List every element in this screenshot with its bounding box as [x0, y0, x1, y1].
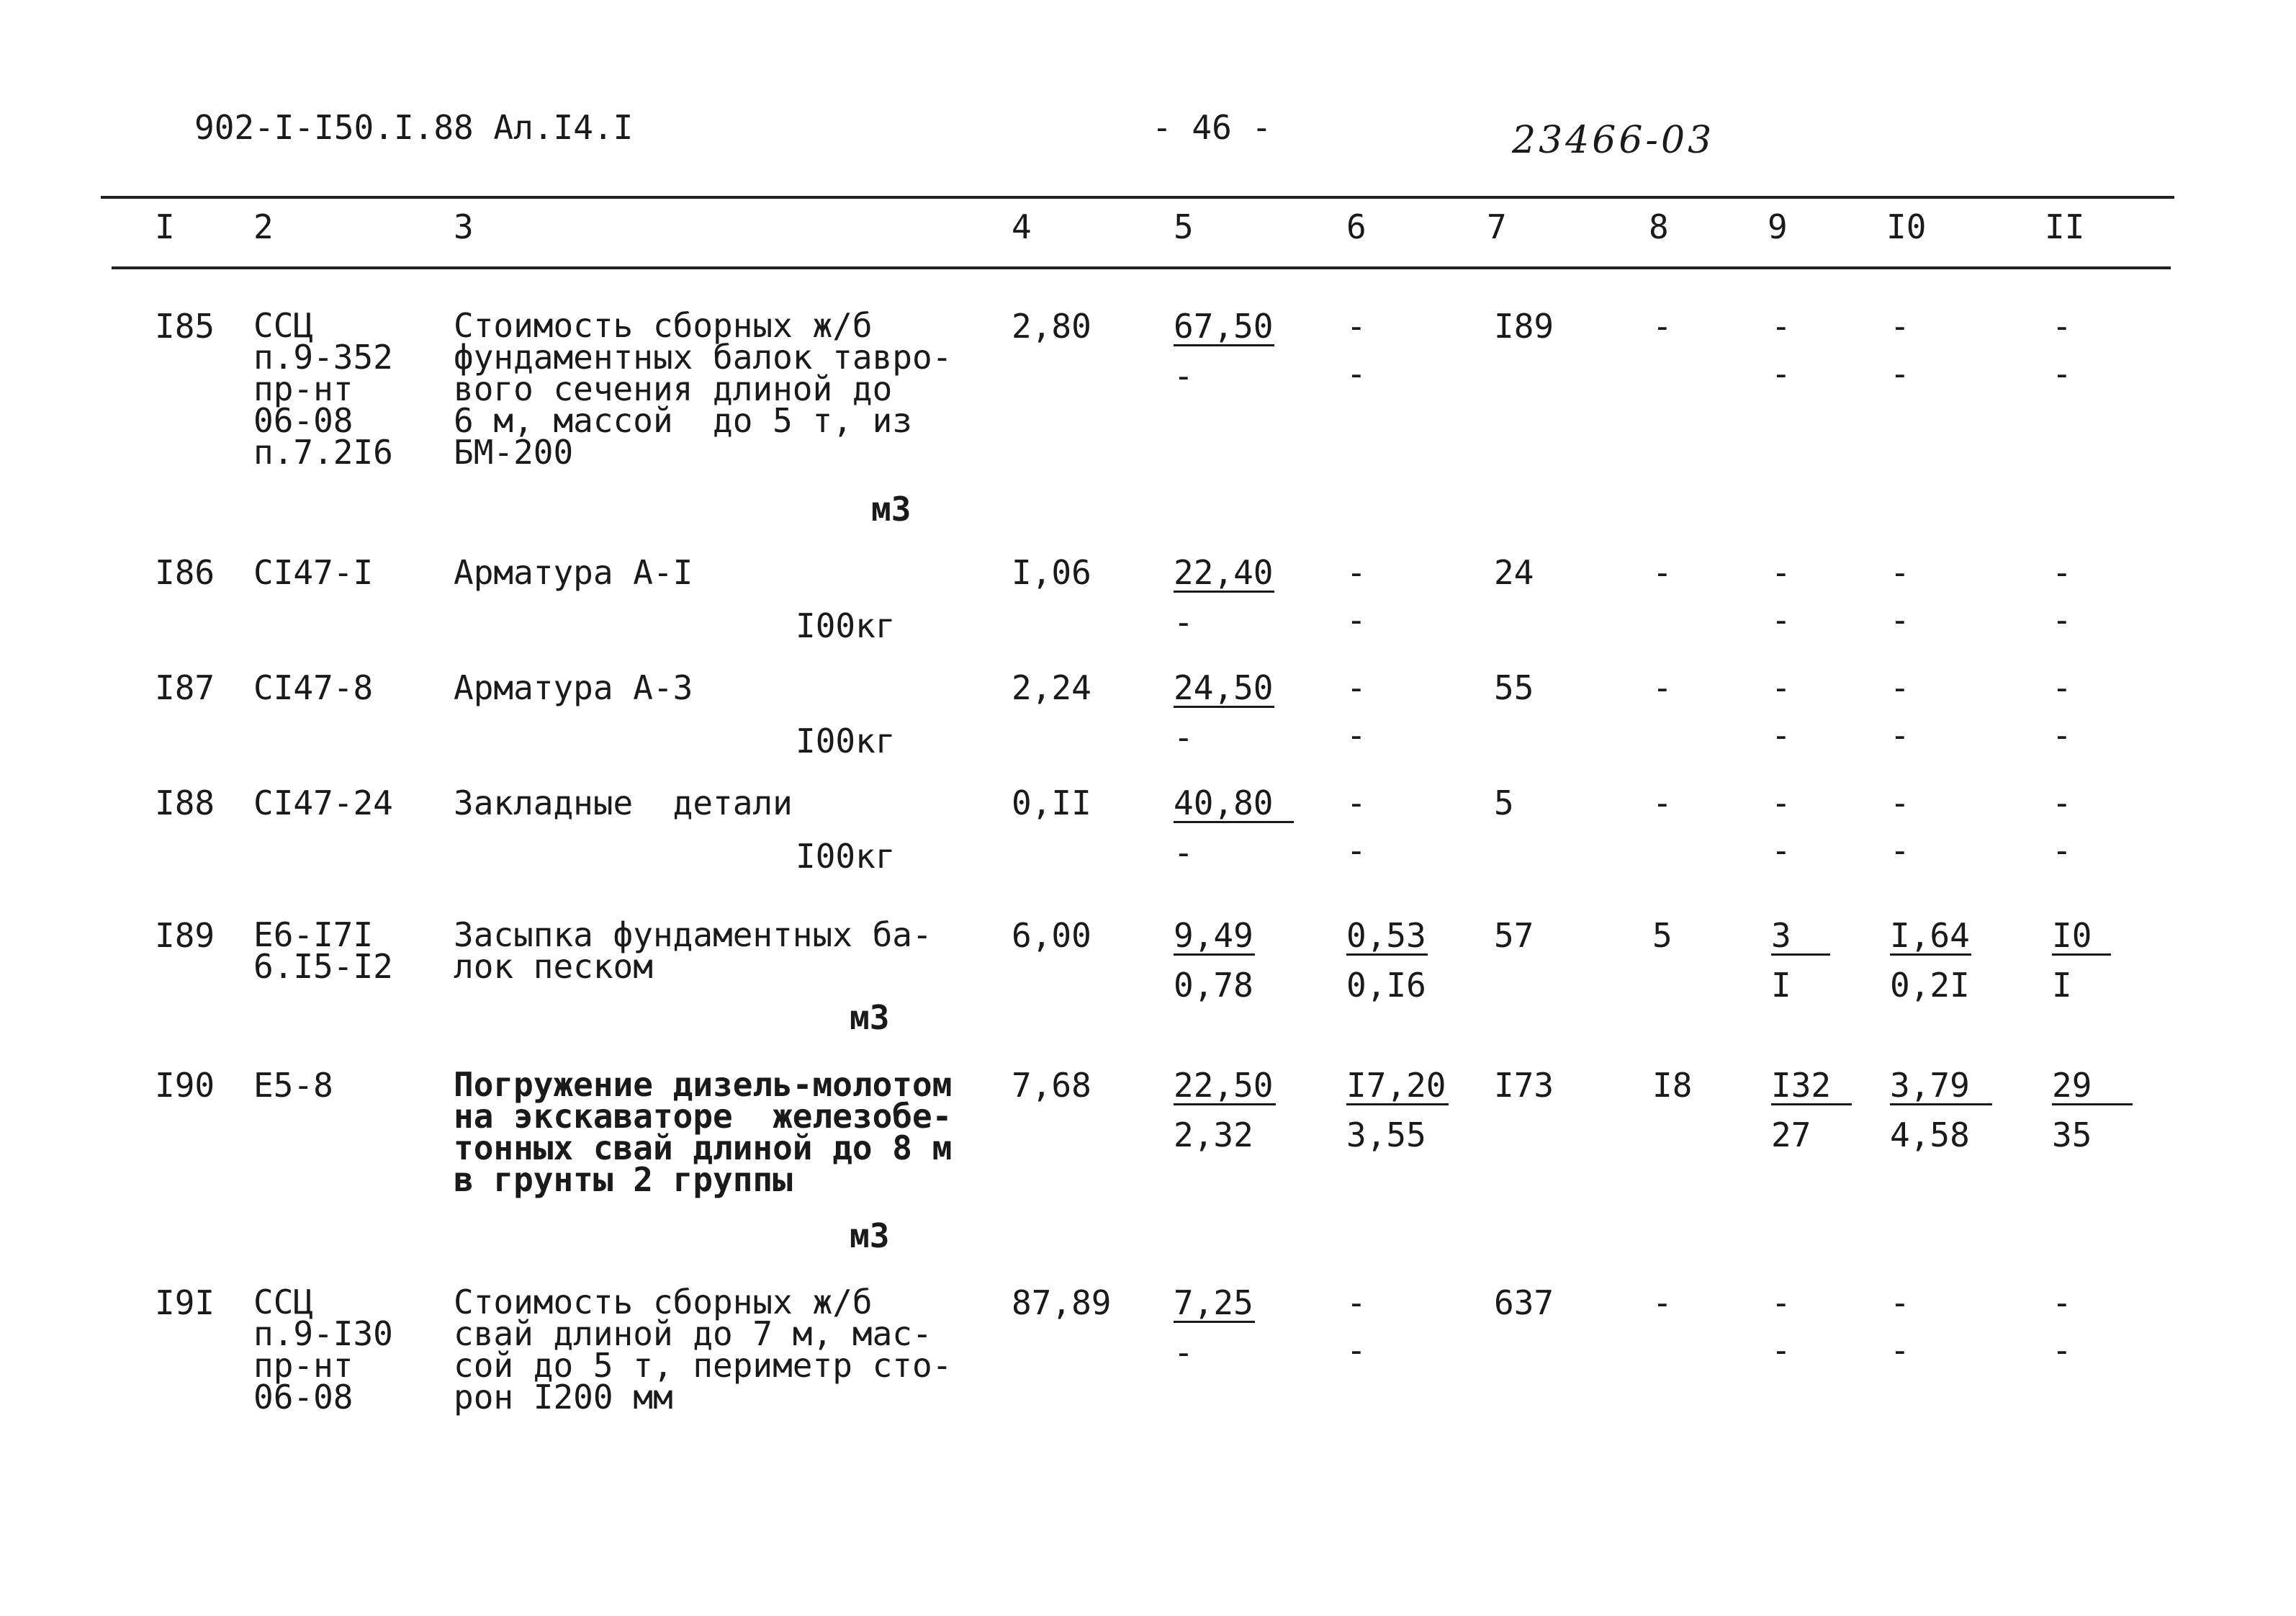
col10-value: - -	[1890, 784, 1910, 870]
col8-value: 5	[1652, 916, 1673, 955]
col7-value: I89	[1494, 307, 1554, 346]
col6-value: - -	[1346, 553, 1367, 639]
unit-label: м3	[850, 1216, 890, 1255]
work-description: Стоимость сборных ж/б фундаментных балок тавро- вого сечения длиной до 6 м, массой до 5 т, из БМ-200	[454, 306, 953, 472]
column-header-8: 8	[1649, 207, 1669, 246]
work-description: Засыпка фундаментных ба- лок песком	[454, 915, 932, 986]
col11-value: - -	[2052, 784, 2072, 870]
unit-label: I00кг	[796, 722, 896, 760]
work-description: Закладные детали	[454, 784, 793, 822]
col7-value: 24	[1494, 553, 1534, 592]
col9-value: $\frac{I32}{27}$	[1771, 1069, 1852, 1152]
col9-value: - -	[1771, 553, 1791, 639]
column-header-7: 7	[1487, 207, 1507, 246]
col5-value: 67,50 -	[1174, 307, 1274, 395]
col10-value: - -	[1890, 307, 1910, 393]
col10-value: - -	[1890, 553, 1910, 639]
work-description: Арматура А-I	[454, 553, 693, 592]
unit-label: м3	[871, 490, 911, 529]
col10-value: - -	[1890, 1283, 1910, 1370]
work-description: Арматура А-3	[454, 668, 693, 707]
col6-value: - -	[1346, 668, 1367, 755]
col6-value: - -	[1346, 307, 1367, 393]
column-header-2: 2	[253, 207, 274, 246]
row-number: I90	[155, 1066, 215, 1105]
col5-value: 22,40 -	[1174, 553, 1274, 642]
quantity: 6,00	[1012, 916, 1091, 955]
quantity: 87,89	[1012, 1283, 1112, 1322]
col7-value: 57	[1494, 916, 1534, 955]
col6-value: $\frac{0,53}{0,I6}$	[1346, 916, 1426, 1005]
column-header-5: 5	[1174, 207, 1194, 246]
col7-value: 55	[1494, 668, 1534, 707]
unit-label: I00кг	[796, 606, 896, 645]
col9-value: - -	[1771, 1283, 1791, 1370]
column-header-11: II	[2045, 207, 2085, 246]
col5-value: 7,25 -	[1174, 1283, 1253, 1372]
col11-value: $\frac{29}{35}$	[2052, 1069, 2133, 1152]
col9-value: $\frac{3}{I}$	[1771, 919, 1830, 1002]
quantity: 2,80	[1012, 307, 1091, 346]
col10-value: - -	[1890, 668, 1910, 755]
col5-value: 24,50 -	[1174, 668, 1274, 757]
header-rule	[112, 266, 2171, 269]
col9-value: - -	[1771, 307, 1791, 393]
col5-value: $\frac{22,50}{2,32}$	[1174, 1069, 1276, 1152]
col11-value: $\frac{I0}{I}$	[2052, 919, 2111, 1002]
norm-code: СI47-24	[253, 784, 393, 822]
col7-value: 5	[1494, 784, 1514, 822]
quantity: 7,68	[1012, 1066, 1091, 1105]
col6-value: - -	[1346, 1283, 1367, 1370]
work-description: Стоимость сборных ж/б свай длиной до 7 м, мас- сой до 5 т, периметр сто- рон I200 мм	[454, 1283, 953, 1417]
row-number: I88	[155, 784, 215, 822]
top-rule	[101, 196, 2174, 199]
norm-code: СI47-8	[253, 668, 374, 707]
page-number: - 46 -	[1152, 108, 1272, 147]
col8-value: -	[1652, 307, 1673, 346]
column-header-9: 9	[1768, 207, 1788, 246]
col8-value: I8	[1652, 1066, 1693, 1105]
column-header-1: I	[155, 207, 175, 246]
row-number: I9I	[155, 1283, 215, 1322]
col11-value: - -	[2052, 668, 2072, 755]
col7-value: I73	[1494, 1066, 1554, 1105]
col6-value: $\frac{I7,20}{3,55}$	[1346, 1069, 1449, 1152]
norm-code: Е5-8	[253, 1066, 333, 1105]
col8-value: -	[1652, 784, 1673, 822]
col7-value: 637	[1494, 1283, 1554, 1322]
column-header-6: 6	[1346, 207, 1367, 246]
col10-value: $\frac{I,64}{0,2I}$	[1890, 916, 1970, 1005]
col8-value: -	[1652, 1283, 1673, 1322]
col9-value: - -	[1771, 668, 1791, 755]
col8-value: -	[1652, 553, 1673, 592]
work-description: Погружение дизель-молотом на экскаваторе железобе- тонных свай длиной до 8 м в грунты 2 группы	[454, 1065, 953, 1199]
quantity: 0,II	[1012, 784, 1091, 822]
row-number: I86	[155, 553, 215, 592]
unit-label: м3	[850, 998, 890, 1037]
norm-code: СI47-I	[253, 553, 374, 592]
col6-value: - -	[1346, 784, 1367, 870]
quantity: 2,24	[1012, 668, 1091, 707]
row-number: I85	[155, 307, 215, 346]
col10-value: $\frac{3,79}{4,58}$	[1890, 1069, 1992, 1152]
col9-value: - -	[1771, 784, 1791, 870]
col11-value: - -	[2052, 1283, 2072, 1370]
col5-value: 40,80 -	[1174, 786, 1294, 869]
column-header-4: 4	[1012, 207, 1032, 246]
row-number: I89	[155, 916, 215, 955]
column-header-10: I0	[1886, 207, 1927, 246]
handwritten-reference: 23466-03	[1512, 119, 1715, 162]
norm-code: ССЦ п.9-I30 пр-нт 06-08	[253, 1283, 393, 1417]
document-code: 902-I-I50.I.88 Ал.I4.I	[194, 108, 634, 147]
col11-value: - -	[2052, 307, 2072, 393]
row-number: I87	[155, 668, 215, 707]
col8-value: -	[1652, 668, 1673, 707]
unit-label: I00кг	[796, 837, 896, 876]
norm-code: ССЦ п.9-352 пр-нт 06-08 п.7.2I6	[253, 306, 393, 472]
col5-value: $\frac{9,49}{0,78}$	[1174, 916, 1253, 1005]
norm-code: Е6-I7I 6.I5-I2	[253, 915, 393, 986]
col11-value: - -	[2052, 553, 2072, 639]
quantity: I,06	[1012, 553, 1091, 592]
column-header-3: 3	[454, 207, 474, 246]
